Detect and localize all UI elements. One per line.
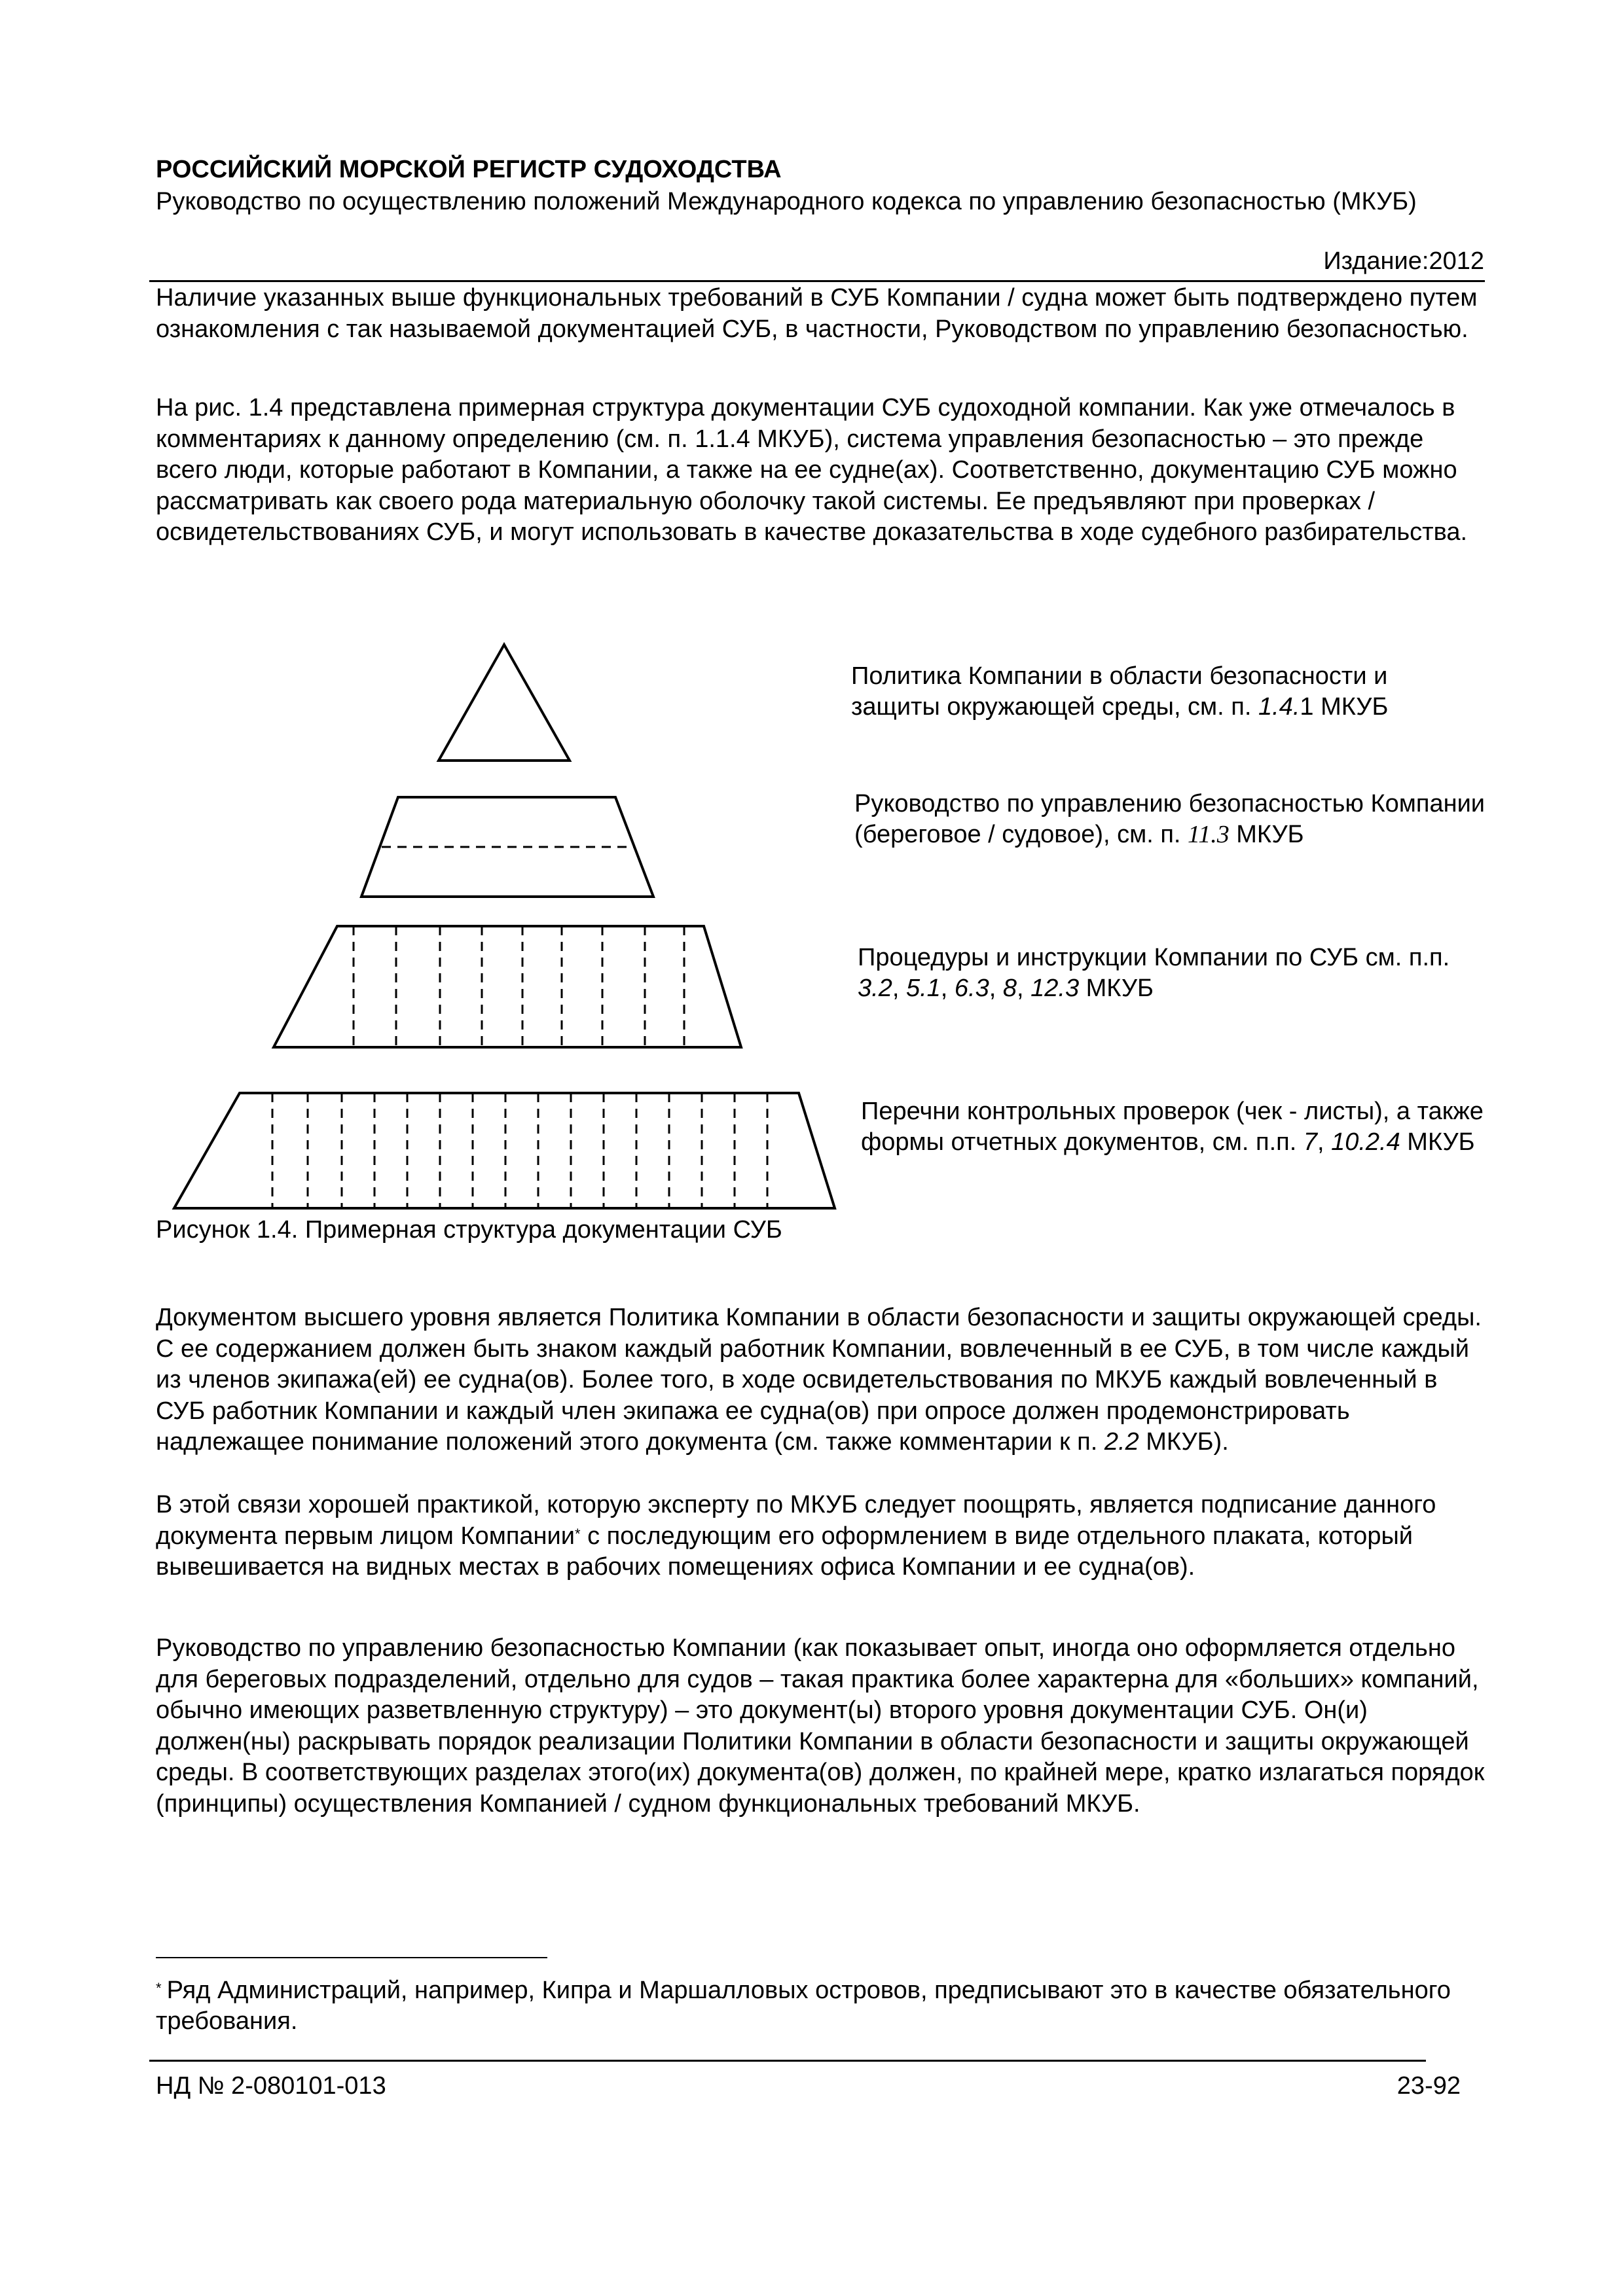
- level-4-label: Перечни контрольных проверок (чек - листы), а также формы отчетных документов, см. п.п. 7, 10.2.4 МКУБ: [861, 1098, 1484, 1156]
- footnote-reference[interactable]: *: [574, 1525, 581, 1542]
- edition-label: Издание:2012: [1323, 247, 1484, 275]
- page-number: 23-92: [1396, 2072, 1461, 2100]
- footer-rule: [149, 2060, 1426, 2062]
- pyramid-level-3-trapezoid: [274, 926, 741, 1047]
- intro-paragraph-1: Наличие указанных выше функциональных требований в СУБ Компании / судна может быть подтверждено путем ознакомления с так называемой документацией СУБ, в частности, Руководством по управлению безопасностью.: [156, 284, 1478, 343]
- level-1-label: Политика Компании в области безопасности и защиты окружающей среды, см. п. 1.4.1 МКУБ: [851, 662, 1389, 721]
- body-paragraph-1: Документом высшего уровня является Политика Компании в области безопасности и защиты окружающей среды. С ее содержанием должен быть знаком каждый работник Компании, вовлеченный в ее СУБ, в том числе каждый из членов экипажа(ей) ее судна(ов). Более того, в ходе освидетельствования по МКУБ каждый вовлеченный в СУБ работник Компании и каждый член экипажа ее судна(ов) при опросе должен продемонстрировать надлежащее понимание положений этого документа (см. также комментарии к п. 2.2 МКУБ).: [156, 1304, 1482, 1456]
- footnote-separator: [156, 1957, 547, 1958]
- document-number: НД № 2-080101-013: [156, 2072, 386, 2100]
- document-subtitle: Руководство по осуществлению положений Международного кодекса по управлению безопасностью (МКУБ): [156, 188, 1417, 215]
- body-paragraph-2: В этой связи хорошей практикой, которую эксперту по МКУБ следует поощрять, является подписание данного документа первым лицом Компании* с последующим его оформлением в виде отдельного плаката, который вывешивается на видных местах в рабочих помещениях офиса Компании и ее судна(ов).: [156, 1491, 1436, 1581]
- organization-title: РОССИЙСКИЙ МОРСКОЙ РЕГИСТР СУДОХОДСТВА: [156, 156, 782, 183]
- figure-caption: Рисунок 1.4. Примерная структура документации СУБ: [156, 1216, 782, 1244]
- intro-paragraph-2: На рис. 1.4 представлена примерная структура документации СУБ судоходной компании. Как уже отмечалось в комментариях к данному определению (см. п. 1.1.4 МКУБ), система управления безопасностью – это прежде всего люди, которые работают в Компании, а также на ее судне(ах). Соответственно, документацию СУБ можно рассматривать как своего рода материальную оболочку такой системы. Ее предъявляют при проверках / освидетельствованиях СУБ, и могут использовать в качестве доказательства в ходе судебного разбирательства.: [156, 394, 1468, 546]
- level-2-label: Руководство по управлению безопасностью Компании (береговое / судовое), см. п. 11.3 МКУБ: [854, 790, 1486, 848]
- pyramid-level-1-triangle: [439, 645, 570, 761]
- footnote: * Ряд Администраций, например, Кипра и Маршалловых островов, предписывают это в качестве обязательного требования.: [156, 1977, 1451, 2035]
- body-paragraph-3: Руководство по управлению безопасностью Компании (как показывает опыт, иногда оно оформляется отдельно для береговых подразделений, отдельно для судов – такая практика более характерна для «больших» компаний, обычно имеющих разветвленную структуру) – это документ(ы) второго уровня документации СУБ. Он(и) должен(ны) раскрывать порядок реализации Политики Компании в области безопасности и защиты окружающей среды. В соответствующих разделах этого(их) документа(ов) должен, по крайней мере, кратко излагаться порядок (принципы) осуществления Компанией / судном функциональных требований МКУБ.: [156, 1634, 1485, 1818]
- level-3-label: Процедуры и инструкции Компании по СУБ см. п.п. 3.2, 5.1, 6.3, 8, 12.3 МКУБ: [858, 944, 1450, 1002]
